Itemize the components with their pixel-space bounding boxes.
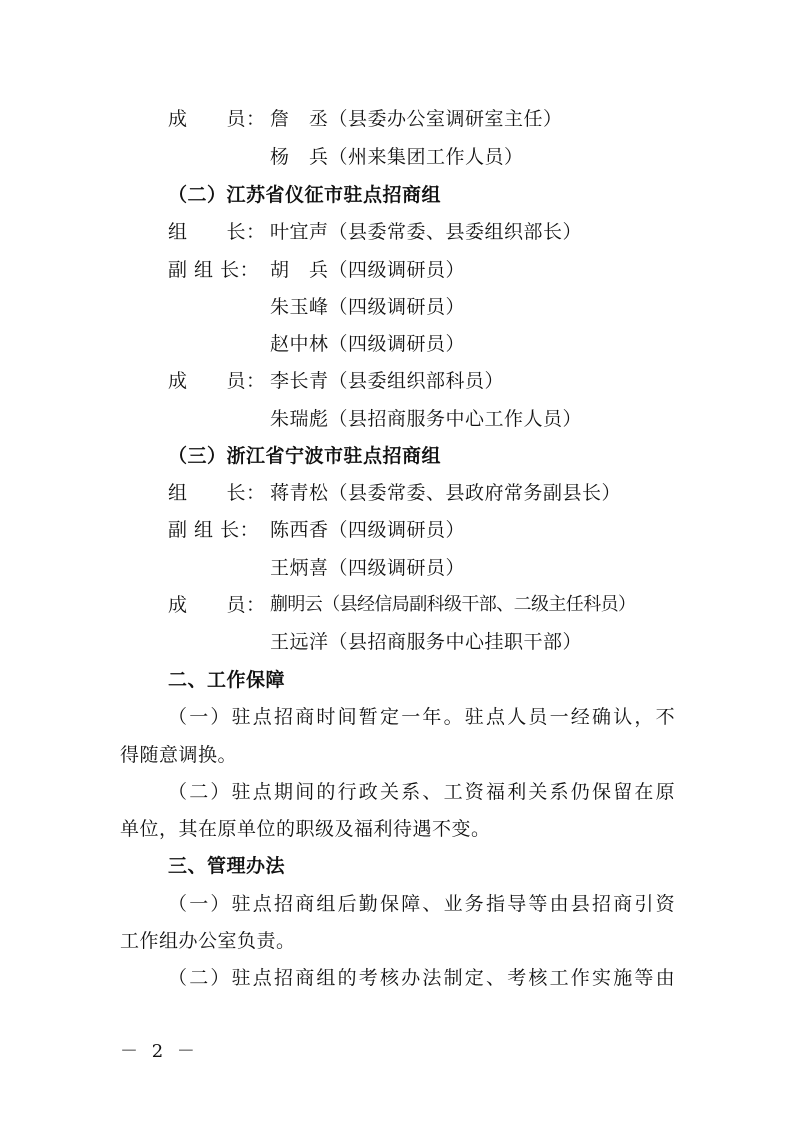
deputy-entry: 赵中林（四级调研员） bbox=[270, 333, 466, 355]
section2-heading: 二、工作保障 bbox=[168, 669, 286, 691]
paragraph-text: （一）驻点招商组后勤保障、业务指导等由县招商引资 bbox=[168, 893, 677, 915]
paragraph-text: 工作组办公室负责。 bbox=[120, 930, 296, 952]
group2-title: （二）江苏省仪征市驻点招商组 bbox=[168, 184, 442, 206]
leader-label: 组 长： bbox=[168, 221, 266, 243]
member-entry: 朱瑞彪（县招商服务中心工作人员） bbox=[270, 408, 583, 430]
paragraph-text: （一）驻点招商时间暂定一年。驻点人员一经确认，不 bbox=[168, 706, 677, 728]
section3-heading: 三、管理办法 bbox=[168, 855, 286, 877]
deputy-label: 副 组 长： bbox=[168, 519, 260, 541]
page-number: － 2 － bbox=[120, 1041, 199, 1062]
leader-entry: 蒋青松（县委常委、县政府常务副县长） bbox=[270, 482, 622, 504]
member-entry: 李长青（县委组织部科员） bbox=[270, 370, 505, 392]
member-entry: 蒯明云（县经信局副科级干部、二级主任科员） bbox=[270, 594, 636, 615]
member-entry: 王远洋（县招商服务中心挂职干部） bbox=[270, 631, 583, 653]
leader-entry: 叶宜声（县委常委、县委组织部长） bbox=[270, 221, 583, 243]
deputy-entry: 胡 兵（四级调研员） bbox=[270, 259, 466, 281]
deputy-label: 副 组 长： bbox=[168, 259, 260, 281]
member-entry: 杨 兵（州来集团工作人员） bbox=[270, 146, 524, 168]
member-entry: 詹 丞（县委办公室调研室主任） bbox=[270, 108, 563, 130]
paragraph-text: （二）驻点招商组的考核办法制定、考核工作实施等由 bbox=[168, 967, 677, 989]
member-label: 成 员： bbox=[168, 594, 266, 616]
paragraph-text: 单位，其在原单位的职级及福利待遇不变。 bbox=[120, 818, 491, 840]
member-label: 成 员： bbox=[168, 108, 266, 130]
paragraph-text: 得随意调换。 bbox=[120, 744, 238, 766]
paragraph-text: （二）驻点期间的行政关系、工资福利关系仍保留在原 bbox=[168, 781, 677, 803]
member-label: 成 员： bbox=[168, 370, 266, 392]
deputy-entry: 陈西香（四级调研员） bbox=[270, 519, 466, 541]
deputy-entry: 朱玉峰（四级调研员） bbox=[270, 296, 466, 318]
group3-title: （三）浙江省宁波市驻点招商组 bbox=[168, 445, 442, 467]
deputy-entry: 王炳喜（四级调研员） bbox=[270, 557, 466, 579]
leader-label: 组 长： bbox=[168, 482, 266, 504]
